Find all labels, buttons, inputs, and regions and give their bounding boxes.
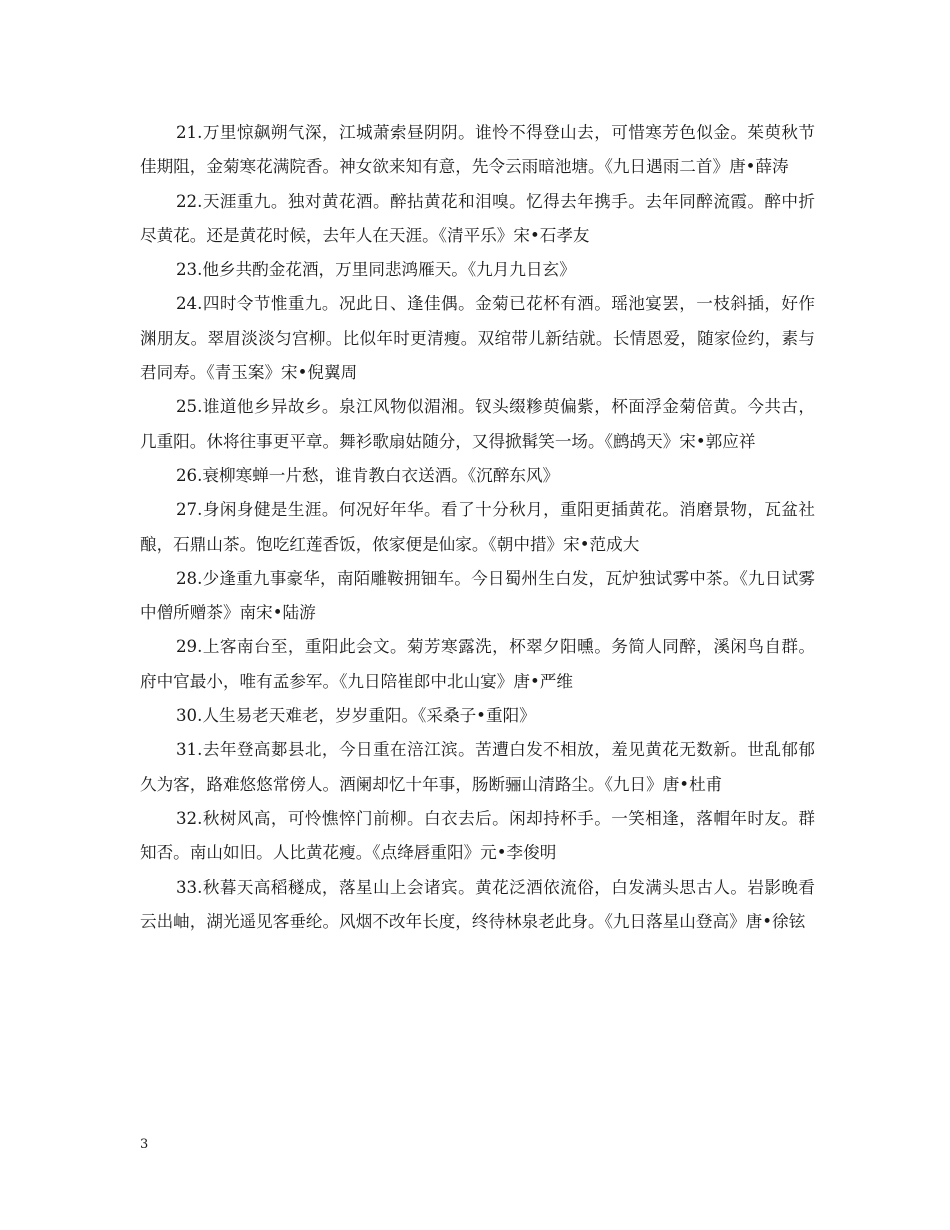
poem-entry-25: 25.谁道他乡异故乡。泉江风物似湄湘。钗头缀糁萸偏紫，杯面浮金菊倍黄。今共古，几重阳。休将往事更平章。舞衫歌扇姑随分，又得掀髯笑一场。《鹧鸪天》宋•郭应祥 <box>140 397 815 451</box>
poem-entry-32: 32.秋树风高，可怜憔悴门前柳。白衣去后。闲却持杯手。一笑相逢，落帽年时友。群知否。南山如旧。人比黄花瘦。《点绛唇重阳》元•李俊明 <box>140 808 815 863</box>
poem-entry-29: 29.上客南台至，重阳此会文。菊芳寒露洗，杯翠夕阳曛。务简人同醉，溪闲鸟自群。府中官最小，唯有孟参军。《九日陪崔郎中北山宴》唐•严维 <box>140 637 815 691</box>
poem-entry-23: 23.他乡共酌金花酒，万里同悲鸿雁天。《九月九日玄》 <box>176 260 576 280</box>
poem-entry-22: 22.天涯重九。独对黄花酒。醉拈黄花和泪嗅。忆得去年携手。去年同醉流霞。醉中折尽黄花。还是黄花时候，去年人在天涯。《清平乐》宋•石孝友 <box>140 191 815 245</box>
poem-entry-28: 28.少逢重九事豪华，南陌雕鞍拥钿车。今日蜀州生白发，瓦炉独试雾中茶。《九日试雾中僧所赠茶》南宋•陆游 <box>140 568 815 623</box>
poem-list <box>140 116 815 939</box>
poem-entry-30: 30.人生易老天难老，岁岁重阳。《采桑子•重阳》 <box>176 706 536 726</box>
page-number: 3 <box>140 1137 149 1152</box>
poem-entry-27: 27.身闲身健是生涯。何况好年华。看了十分秋月，重阳更插黄花。消磨景物，瓦盆社酿，石鼎山茶。饱吃红莲香饭，侬家便是仙家。《朝中措》宋•范成大 <box>140 500 815 554</box>
poem-entry-21: 21.万里惊飙朔气深，江城萧索昼阴阴。谁怜不得登山去，可惜寒芳色似金。茱萸秋节佳期阻，金菊寒花满院香。神女欲来知有意，先令云雨暗池塘。《九日遇雨二首》唐•薛涛 <box>140 123 815 177</box>
poem-entry-31: 31.去年登高郪县北，今日重在涪江滨。苦遭白发不相放，羞见黄花无数新。世乱郁郁久为客，路难悠悠常傍人。酒阑却忆十年事，肠断骊山清路尘。《九日》唐•杜甫 <box>140 740 815 794</box>
poem-entry-26: 26.衰柳寒蝉一片愁，谁肯教白衣送酒。《沉醉东风》 <box>176 465 560 485</box>
poem-entry-33: 33.秋暮天高稻穟成，落星山上会诸宾。黄花泛酒依流俗，白发满头思古人。岩影晚看云出岫，湖光遥见客垂纶。风烟不改年长度，终待林泉老此身。《九日落星山登高》唐•徐铉 <box>140 877 815 931</box>
poem-entry-24: 24.四时令节惟重九。况此日、逢佳偶。金菊已花杯有酒。瑶池宴罢，一枝斜插，好作渊朋友。翠眉淡淡匀宫柳。比似年时更清瘦。双绾带儿新结就。长情恩爱，随家俭约，素与君同寿。《青玉案》宋•倪翼周 <box>140 294 815 383</box>
